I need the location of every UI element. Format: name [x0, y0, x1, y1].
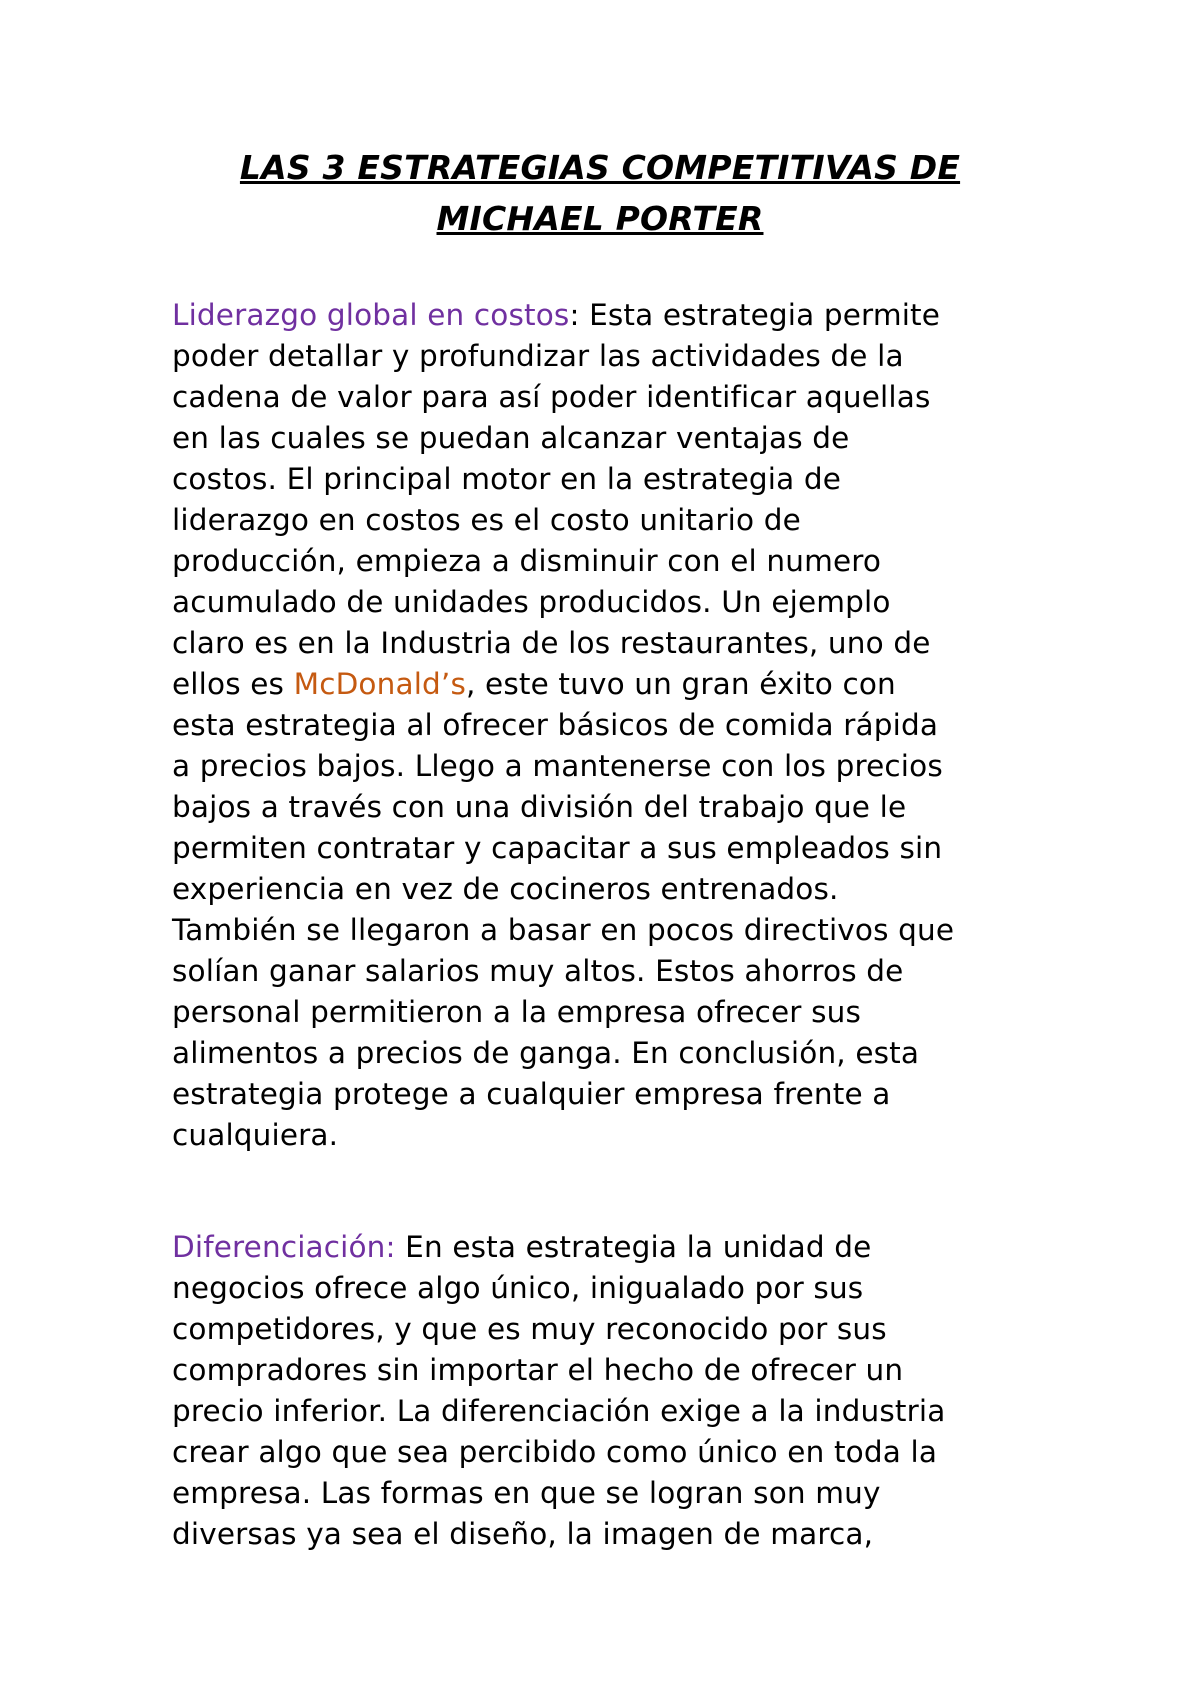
paragraph-line: Diferenciación: En esta estrategia la unidad de — [172, 1230, 872, 1264]
paragraph-line: liderazgo en costos es el costo unitario de — [172, 503, 801, 537]
paragraph-liderazgo-costos — [172, 295, 1052, 1156]
paragraph-line: precio inferior. La diferenciación exige a la industria — [172, 1394, 946, 1428]
document-title — [150, 142, 1050, 244]
paragraph-line: Liderazgo global en costos: Esta estrategia permite — [172, 298, 941, 332]
paragraph-line: experiencia en vez de cocineros entrenados. — [172, 872, 839, 906]
paragraph-line: diversas ya sea el diseño, la imagen de marca, — [172, 1517, 874, 1551]
paragraph-line: producción, empieza a disminuir con el numero — [172, 544, 882, 578]
paragraph-line: cualquiera. — [172, 1118, 339, 1152]
paragraph-line: competidores, y que es muy reconocido por sus — [172, 1312, 887, 1346]
paragraph-line: permiten contratar y capacitar a sus empleados sin — [172, 831, 943, 865]
paragraph-line: costos. El principal motor en la estrategia de — [172, 462, 842, 496]
paragraph-line: ellos es McDonald’s, este tuvo un gran éxito con — [172, 667, 896, 701]
brand-mcdonalds: McDonald’s — [293, 667, 466, 701]
paragraph-line: alimentos a precios de ganga. En conclusión, esta — [172, 1036, 920, 1070]
section-heading-diferenciacion: Diferenciación: — [172, 1230, 396, 1264]
paragraph-line: esta estrategia al ofrecer básicos de comida rápida — [172, 708, 939, 742]
paragraph-line: bajos a través con una división del trabajo que le — [172, 790, 907, 824]
section-heading-liderazgo: Liderazgo global en costos — [172, 298, 570, 332]
paragraph-line: cadena de valor para así poder identificar aquellas — [172, 380, 931, 414]
paragraph-line: en las cuales se puedan alcanzar ventajas de — [172, 421, 850, 455]
paragraph-line: personal permitieron a la empresa ofrecer sus — [172, 995, 861, 1029]
paragraph-line: a precios bajos. Llego a mantenerse con los precios — [172, 749, 943, 783]
document-title-line-1: LAS 3 ESTRATEGIAS COMPETITIVAS DE — [239, 148, 961, 187]
paragraph-line: solían ganar salarios muy altos. Estos ahorros de — [172, 954, 904, 988]
paragraph-line: negocios ofrece algo único, inigualado por sus — [172, 1271, 864, 1305]
paragraph-line: poder detallar y profundizar las actividades de la — [172, 339, 904, 373]
paragraph-line: estrategia protege a cualquier empresa frente a — [172, 1077, 891, 1111]
paragraph-line: acumulado de unidades producidos. Un ejemplo — [172, 585, 891, 619]
document-title-line-2: MICHAEL PORTER — [436, 199, 764, 238]
paragraph-line: claro es en la Industria de los restaurantes, uno de — [172, 626, 931, 660]
paragraph-diferenciacion — [172, 1227, 1052, 1555]
paragraph-line: compradores sin importar el hecho de ofrecer un — [172, 1353, 904, 1387]
paragraph-line: crear algo que sea percibido como único en toda la — [172, 1435, 938, 1469]
paragraph-line: También se llegaron a basar en pocos directivos que — [172, 913, 955, 947]
paragraph-line: empresa. Las formas en que se logran son muy — [172, 1476, 881, 1510]
